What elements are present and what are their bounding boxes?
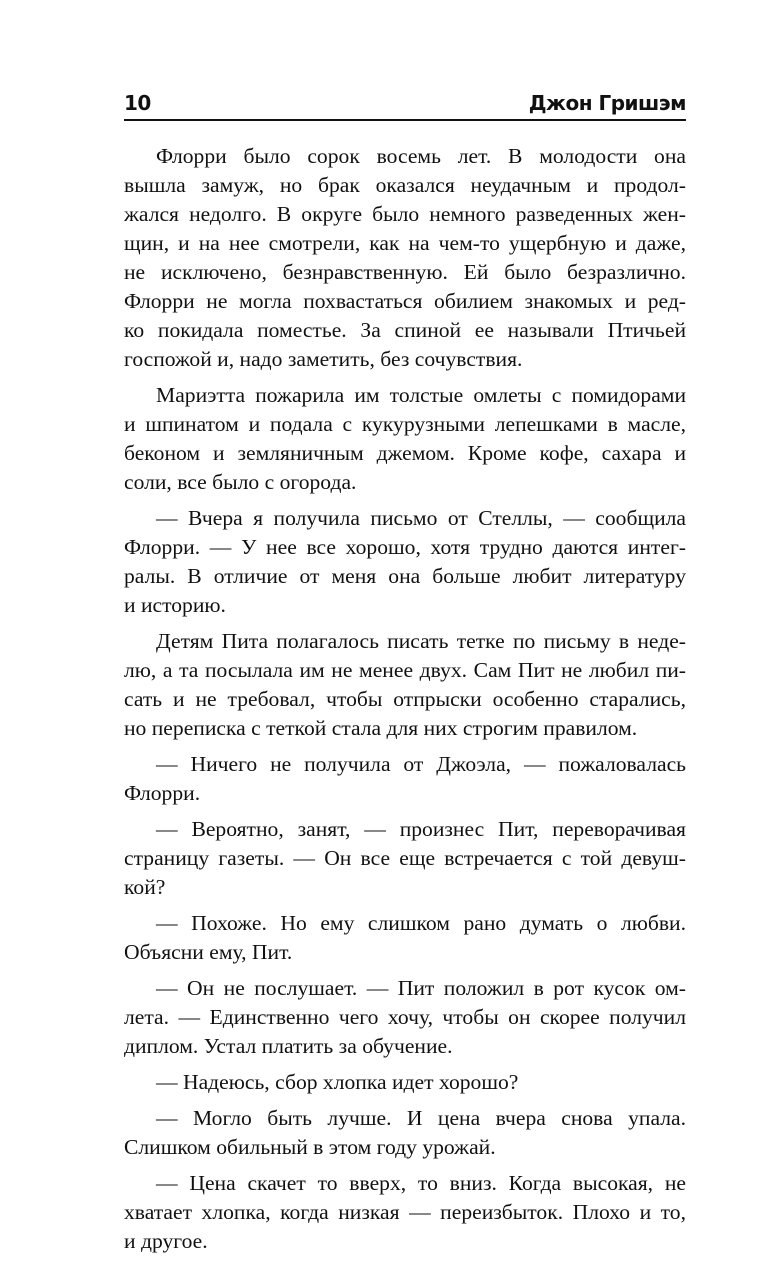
text-line: соли, все было с огорода. <box>124 470 357 494</box>
text-line: госпожой и, надо заметить, без сочувствия. <box>124 347 523 371</box>
text-line: кой? <box>124 875 166 899</box>
running-head <box>124 88 686 122</box>
text-line: беконом и земляничным джемом. Кроме кофе, сахара и <box>124 441 686 465</box>
page-number: 10 <box>124 91 151 115</box>
paragraph <box>124 750 686 808</box>
paragraph <box>124 909 686 967</box>
paragraph <box>124 142 686 374</box>
text-line: — Ничего не получила от Джоэла, — пожаловалась <box>156 752 686 776</box>
text-line: — Вчера я получила письмо от Стеллы, — сообщила <box>156 506 686 530</box>
text-line: сать и не требовал, чтобы отпрыски особенно старались, <box>124 687 686 711</box>
text-line: диплом. Устал платить за обучение. <box>124 1034 453 1058</box>
text-line: жался недолго. В округе было немного разведенных жен- <box>124 202 686 226</box>
text-line: Флорри было сорок восемь лет. В молодости она <box>156 144 686 168</box>
text-line: ко покидала поместье. За спиной ее называли Птичьей <box>124 318 686 342</box>
text-line: — Надеюсь, сбор хлопка идет хорошо? <box>156 1070 519 1094</box>
paragraph <box>124 1169 686 1256</box>
text-line: — Могло быть лучше. И цена вчера снова упала. <box>156 1106 686 1130</box>
text-line: Флорри. <box>124 781 201 805</box>
paragraph <box>124 1104 686 1162</box>
paragraph <box>124 381 686 497</box>
text-line: Детям Пита полагалось писать тетке по письму в неде- <box>156 629 686 653</box>
text-line: Флорри. — У нее все хорошо, хотя трудно даются интег- <box>124 535 686 559</box>
paragraph <box>124 1068 686 1097</box>
text-line: ралы. В отличие от меня она больше любит литературу <box>124 564 686 588</box>
paragraph <box>124 504 686 620</box>
paragraph <box>124 627 686 743</box>
text-line: — Похоже. Но ему слишком рано думать о любви. <box>156 911 686 935</box>
header-rule <box>124 119 686 121</box>
text-line: лета. — Единственно чего хочу, чтобы он скорее получил <box>124 1005 686 1029</box>
text-line: не исключено, безнравственную. Ей было безразлично. <box>124 260 686 284</box>
text-line: и шпинатом и подала с кукурузными лепешками в масле, <box>124 412 686 436</box>
text-line: щин, и на нее смотрели, как на чем-то ущербную и даже, <box>124 231 686 255</box>
paragraph <box>124 974 686 1061</box>
text-line: и историю. <box>124 593 226 617</box>
running-head-author: Джон Гришэм <box>528 91 686 115</box>
text-line: лю, а та посылала им не менее двух. Сам Пит не любил пи- <box>124 658 686 682</box>
text-line: — Вероятно, занят, — произнес Пит, переворачивая <box>156 817 686 841</box>
text-line: Объясни ему, Пит. <box>124 940 293 964</box>
text-line: Флорри не могла похвастаться обилием знакомых и ред- <box>124 289 686 313</box>
text-line: страницу газеты. — Он все еще встречается с той девуш- <box>124 846 686 870</box>
text-line: и другое. <box>124 1229 208 1253</box>
text-line: — Цена скачет то вверх, то вниз. Когда высокая, не <box>156 1171 686 1195</box>
text-line: хватает хлопка, когда низкая — переизбыток. Плохо и то, <box>124 1200 686 1224</box>
body-text <box>124 142 686 1263</box>
text-line: Слишком обильный в этом году урожай. <box>124 1135 496 1159</box>
text-line: Мариэтта пожарила им толстые омлеты с помидорами <box>156 383 686 407</box>
text-line: — Он не послушает. — Пит положил в рот кусок ом- <box>156 976 686 1000</box>
text-line: вышла замуж, но брак оказался неудачным и продол- <box>124 173 686 197</box>
paragraph <box>124 815 686 902</box>
text-line: но переписка с теткой стала для них строгим правилом. <box>124 716 638 740</box>
